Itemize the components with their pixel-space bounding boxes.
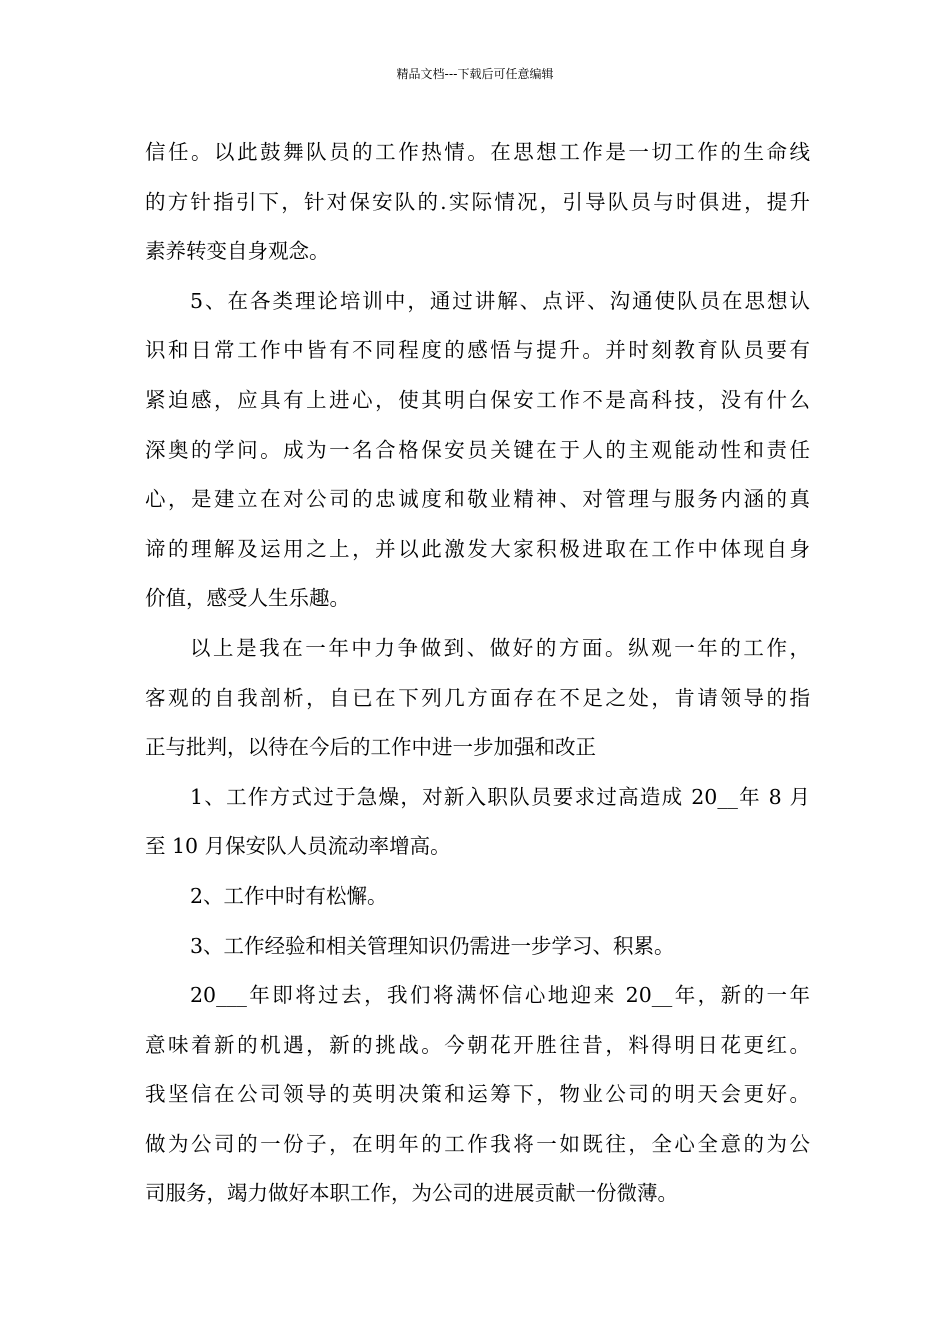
text-line: 价值，感受人生乐趣。 <box>145 586 350 611</box>
text-line: 司服务，竭力做好本职工作，为公司的进展贡献一份微薄。 <box>145 1181 678 1206</box>
text-line: 3、工作经验和相关管理知识仍需进一步学习、积累。 <box>190 933 675 958</box>
text-line: 20___年即将过去，我们将满怀信心地迎来 20__年，新的一年 <box>190 983 810 1008</box>
text-line: 客观的自我剖析，自已在下列几方面存在不足之处，肯请领导的指 <box>145 685 810 710</box>
text-line: 心，是建立在对公司的忠诚度和敬业精神、对管理与服务内涵的真 <box>145 487 810 512</box>
text-line: 识和日常工作中皆有不同程度的感悟与提升。并时刻教育队员要有 <box>145 338 810 363</box>
text-line: 我坚信在公司领导的英明决策和运筹下，物业公司的明天会更好。 <box>145 1082 810 1107</box>
text-line: 正与批判，以待在今后的工作中进一步加强和改正 <box>145 735 596 760</box>
page-header: 精品文档---下载后可任意编辑 <box>396 67 554 81</box>
text-line: 信任。以此鼓舞队员的工作热情。在思想工作是一切工作的生命线 <box>145 140 810 164</box>
text-line: 做为公司的一份子，在明年的工作我将一如既往，全心全意的为公 <box>145 1131 810 1156</box>
text-line: 5、在各类理论培训中，通过讲解、点评、沟通使队员在思想认 <box>190 288 810 313</box>
text-line: 至 10 月保安队人员流动率增高。 <box>145 834 451 859</box>
text-line: 以上是我在一年中力争做到、做好的方面。纵观一年的工作， <box>190 635 810 660</box>
document-body <box>145 128 810 1219</box>
text-line: 的方针指引下，针对保安队的.实际情况，引导队员与时俱进，提升 <box>145 189 810 214</box>
text-line: 1、工作方式过于急燥，对新入职队员要求过高造成 20__年 8 月 <box>190 784 810 809</box>
text-line: 紧迫感，应具有上进心，使其明白保安工作不是高科技，没有什么 <box>145 387 810 412</box>
text-line: 2、工作中时有松懈。 <box>190 883 388 908</box>
text-line: 素养转变自身观念。 <box>145 239 330 264</box>
text-line: 意味着新的机遇，新的挑战。今朝花开胜往昔，料得明日花更红。 <box>145 1032 810 1057</box>
text-line: 深奥的学问。成为一名合格保安员关键在于人的主观能动性和责任 <box>145 437 810 462</box>
text-line: 谛的理解及运用之上，并以此激发大家积极进取在工作中体现自身 <box>145 536 810 561</box>
